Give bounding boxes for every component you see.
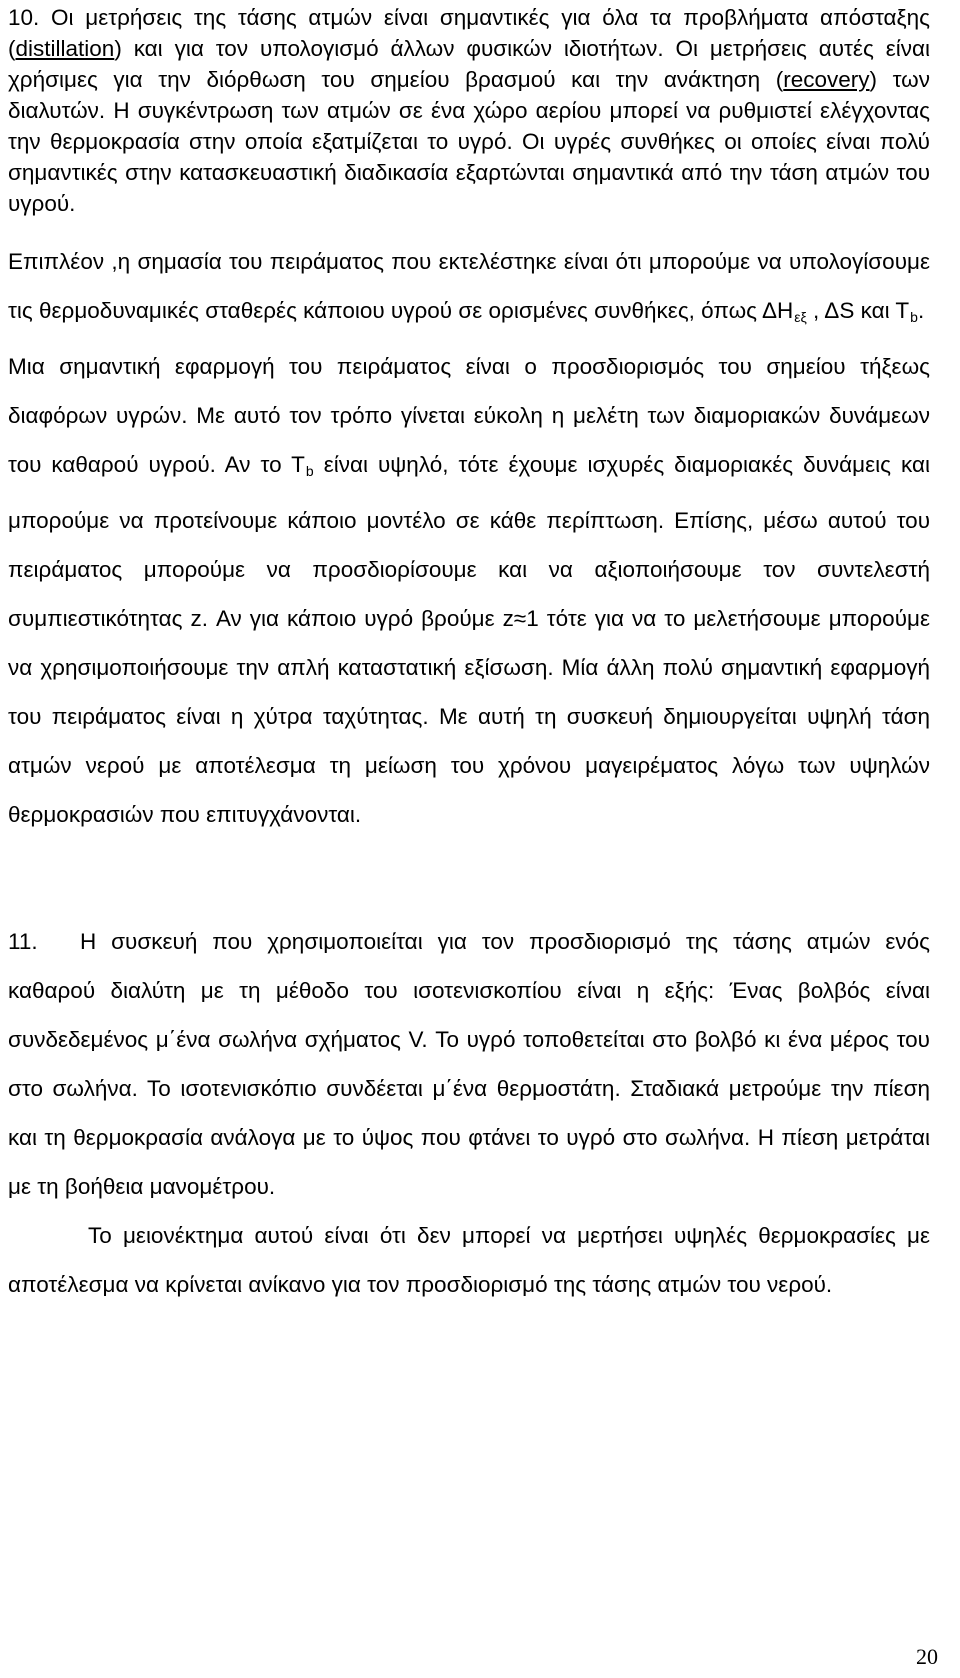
subscript: εξ	[794, 309, 807, 325]
text-run: ) και για τον υπολογισμό άλλων φυσικών ιδιοτήτων. Οι μετρήσεις αυτές είναι χρήσιμες για την διόρθωση του σημείου βρασμού και την ανάκτηση (	[8, 36, 930, 92]
text-run: Το μειονέκτημα αυτού είναι ότι δεν μπορεί να μερτήσει υψηλές θερμοκρασίες με αποτέλεσμα να κρίνεται ανίκανο για τον προσδιορισμό της τάσης ατμών του νερού.	[8, 1223, 930, 1297]
paragraph-section-11-disadvantage	[8, 1211, 930, 1309]
text-run: Η συσκευή που χρησιμοποιείται για τον προσδιορισμό της τάσης ατμών ενός καθαρού διαλύτη με τη μέθοδο του ισοτενισκοπίου είναι η εξής: Ένας βολβός είναι συνδεδεμένος μ΄ένα σωλήνα σχήματος V. Το υγρό τοποθετείται στο βολβό κι ένα μέρος του στο σωλήνα. Το ισοτενισκόπιο συνδέεται μ΄ένα θερμοστάτη. Σταδιακά μετρούμε την πίεση και τη θερμοκρασία ανάλογα με το ύψος που φτάνει το υγρό στο σωλήνα. Η πίεση μετράται με τη βοήθεια μανομέτρου.	[8, 929, 930, 1199]
subscript: b	[305, 463, 314, 479]
document-page	[8, 0, 930, 1309]
paragraph-section-10-significance	[8, 237, 930, 839]
text-run: , ΔS και Τ	[806, 298, 910, 323]
text-run: είναι υψηλό, τότε έχουμε ισχυρές διαμοριακές δυνάμεις και μπορούμε να προτείνουμε κάποιο μοντέλο σε κάθε περίπτωση. Επίσης, μέσω αυτού του πειράματος μπορούμε να προσδιορίσουμε και να αξιοποιήσουμε τον συντελεστή συμπιεστικότητας z. Αν για κάποιο υγρό βρούμε z≈1 τότε για να το μελετήσουμε μπορούμε να χρησιμοποιήσουμε την απλή καταστατική εξίσωση. Μία άλλη πολύ σημαντική εφαρμογή του πειράματος είναι η χύτρα ταχύτητας. Με αυτή τη συσκευή δημιουργείται υψηλή τάση ατμών νερού με αποτέλεσμα τη μείωση του χρόνου μαγειρέματος λόγω των υψηλών θερμοκρασιών που επιτυγχάνονται.	[8, 452, 930, 827]
text-run: ) των διαλυτών. Η συγκέντρωση των ατμών σε ένα χώρο αερίου μπορεί να ρυθμιστεί ελέγχοντας την θερμοκρασία στην οποία εξατμίζεται το υγρό. Οι υγρές συνθήκες οι οποίες είναι πολύ σημαντικές στην κατασκευαστική διαδικασία εξαρτώνται σημαντικά από την τάση ατμών του υγρού.	[8, 67, 930, 216]
paragraph-section-11-apparatus	[8, 917, 930, 1211]
term-distillation: distillation	[15, 36, 115, 61]
page-number: 20	[916, 1644, 938, 1669]
paragraph-section-10-intro	[8, 0, 930, 219]
text-run: Μια σημαντική εφαρμογή του πειράματος είναι ο προσδιορισμός του σημείου τήξεως διαφόρων υγρών. Με αυτό τον τρόπο γίνεται εύκολη η μελέτη των διαμοριακών δυνάμεων του καθαρού υγρού. Αν το Τ	[8, 354, 930, 477]
text-run: 10. Οι μετρήσεις της τάσης ατμών είναι σημαντικές για όλα τα προβλήματα απόσταξης (	[8, 5, 930, 61]
section-number: 11.	[8, 929, 38, 954]
subscript: b	[910, 309, 918, 325]
term-recovery: recovery	[783, 67, 870, 92]
text-run: Επιπλέον ,η σημασία του πειράματος που εκτελέστηκε είναι ότι μπορούμε να υπολογίσουμε τις θερμοδυναμικές σταθερές κάποιου υγρού σε ορισμένες συνθήκες, όπως ΔΗ	[8, 249, 930, 323]
text-run: .	[917, 298, 925, 323]
